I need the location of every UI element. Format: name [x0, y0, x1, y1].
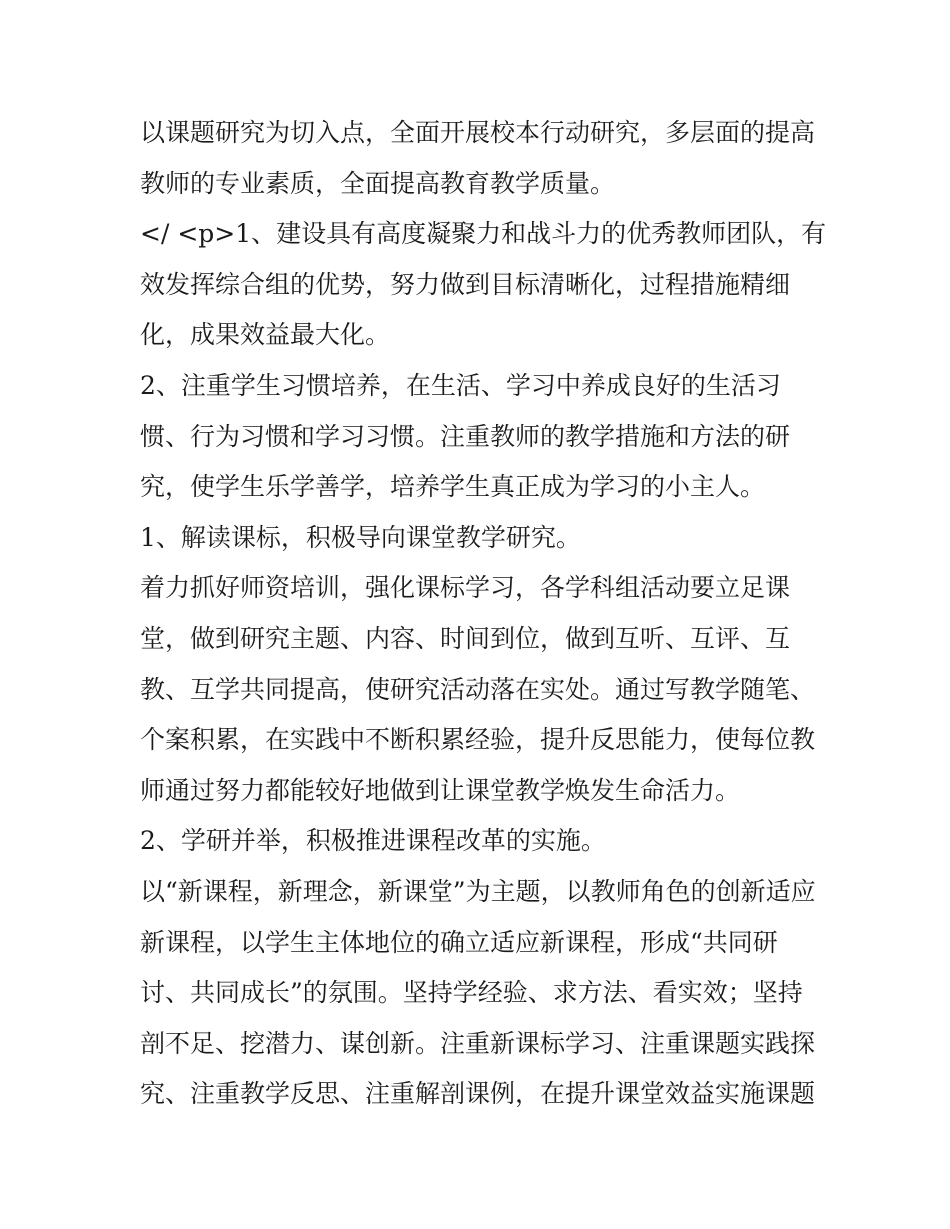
section-heading: 2、学研并举，积极推进课程改革的实施。	[140, 826, 606, 856]
text-line: 2、注重学生习惯培养，在生活、学习中养成良好的生活习	[140, 370, 781, 400]
text-line: 讨、共同成长”的氛围。坚持学经验、求方法、看实效；坚持	[140, 978, 803, 1008]
text-line: 效发挥综合组的优势，努力做到目标清晰化，过程措施精细	[140, 269, 791, 299]
text-line: 新课程，以学生主体地位的确立适应新课程，形成“共同研	[140, 927, 778, 957]
text-line: 究、注重教学反思、注重解剖课例，在提升课堂效益实施课题	[140, 1079, 816, 1109]
text-line: 以“新课程，新理念，新课堂”为主题，以教师角色的创新适应	[140, 876, 816, 906]
text-line: 个案积累，在实践中不断积累经验，提升反思能力，使每位教	[140, 725, 816, 755]
text-line: 化，成果效益最大化。	[140, 320, 391, 350]
text-line: 堂，做到研究主题、内容、时间到位，做到互听、互评、互	[140, 623, 791, 653]
text-line: 师通过努力都能较好地做到让课堂教学焕发生命活力。	[140, 775, 741, 805]
text-line: </ <p>1、建设具有高度凝聚力和战斗力的优秀教师团队，有	[140, 219, 827, 249]
text-line: 剖不足、挖潜力、谋创新。注重新课标学习、注重课题实践探	[140, 1028, 816, 1058]
text-line: 着力抓好师资培训，强化课标学习，各学科组活动要立足课	[140, 573, 791, 603]
document-body	[140, 108, 827, 1120]
text-line: 究，使学生乐学善学，培养学生真正成为学习的小主人。	[140, 472, 766, 502]
text-line: 以课题研究为切入点，全面开展校本行动研究，多层面的提高	[140, 118, 816, 147]
text-line: 教、互学共同提高，使研究活动落在实处。通过写教学随笔、	[140, 674, 816, 704]
text-line: 惯、行为习惯和学习习惯。注重教师的教学措施和方法的研	[140, 421, 791, 451]
section-heading: 1、解读课标，积极导向课堂教学研究。	[140, 522, 581, 552]
text-line: 教师的专业素质，全面提高教育教学质量。	[140, 168, 616, 198]
